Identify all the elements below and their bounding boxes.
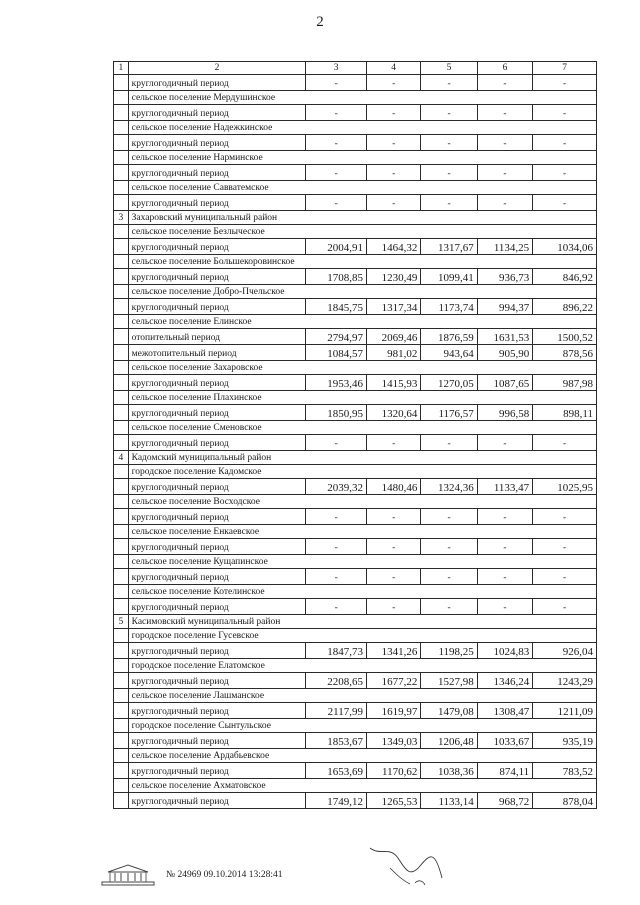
tariff-value: - — [421, 539, 477, 555]
tariff-value: 1038,36 — [421, 763, 477, 779]
tariff-value: 896,22 — [533, 299, 597, 315]
header-cell: 6 — [477, 62, 532, 75]
period-label: отопительный период — [128, 329, 306, 345]
table-row — [114, 405, 597, 421]
tariff-value: 1341,26 — [366, 643, 420, 659]
table-row — [114, 135, 597, 151]
period-label: круглогодичный период — [128, 569, 306, 585]
tariff-value: 1850,95 — [306, 405, 367, 421]
tariff-value: 994,37 — [477, 299, 532, 315]
tariff-value: - — [477, 165, 532, 181]
row-number — [114, 525, 129, 539]
period-label: круглогодичный период — [128, 105, 306, 121]
table-row — [114, 479, 597, 495]
tariff-value: - — [306, 569, 367, 585]
period-label: круглогодичный период — [128, 643, 306, 659]
header-cell: 3 — [306, 62, 367, 75]
row-number — [114, 391, 129, 405]
settlement-name: сельское поселение Добро-Пчельское — [128, 285, 596, 299]
tariff-value: - — [366, 509, 420, 525]
tariff-value: 1270,05 — [421, 375, 477, 391]
tariff-value: 2069,46 — [366, 329, 420, 345]
tariff-value: - — [421, 569, 477, 585]
row-number — [114, 719, 129, 733]
row-number — [114, 629, 129, 643]
tariff-value: - — [306, 105, 367, 121]
table-row — [114, 345, 597, 361]
row-number — [114, 793, 129, 809]
period-label: круглогодичный период — [128, 239, 306, 255]
settlement-row — [114, 465, 597, 479]
settlement-row — [114, 285, 597, 299]
tariff-value: - — [533, 135, 597, 151]
tariff-value: - — [421, 105, 477, 121]
tariff-value: 1134,25 — [477, 239, 532, 255]
settlement-name: сельское поселение Большекоровинское — [128, 255, 596, 269]
tariff-value: 2794,97 — [306, 329, 367, 345]
tariff-value: - — [533, 75, 597, 91]
tariff-value: 1034,06 — [533, 239, 597, 255]
row-number — [114, 779, 129, 793]
handwritten-signature — [360, 838, 450, 893]
row-number — [114, 225, 129, 239]
table-row — [114, 269, 597, 285]
tariff-value: 1619,97 — [366, 703, 420, 719]
tariff-value: - — [477, 105, 532, 121]
row-number — [114, 509, 129, 525]
row-number — [114, 405, 129, 421]
tariff-value: - — [306, 435, 367, 451]
settlement-row — [114, 255, 597, 269]
row-number — [114, 361, 129, 375]
settlement-row — [114, 91, 597, 105]
tariff-value: 1749,12 — [306, 793, 367, 809]
tariff-value: - — [421, 135, 477, 151]
tariff-value: - — [533, 569, 597, 585]
tariff-value: 905,90 — [477, 345, 532, 361]
settlement-row — [114, 719, 597, 733]
tariff-value: 1320,64 — [366, 405, 420, 421]
tariff-value: - — [477, 599, 532, 615]
district-name: Кадомский муниципальный район — [128, 451, 596, 465]
table-row — [114, 569, 597, 585]
settlement-name: сельское поселение Нарминское — [128, 151, 596, 165]
table-row — [114, 165, 597, 181]
row-number — [114, 703, 129, 719]
period-label: круглогодичный период — [128, 539, 306, 555]
tariff-value: - — [366, 599, 420, 615]
period-label: круглогодичный период — [128, 599, 306, 615]
tariff-value: 968,72 — [477, 793, 532, 809]
tariff-value: 1084,57 — [306, 345, 367, 361]
tariff-value: 1265,53 — [366, 793, 420, 809]
tariff-value: - — [366, 105, 420, 121]
settlement-row — [114, 525, 597, 539]
tariff-table — [113, 61, 597, 809]
tariff-value: - — [477, 75, 532, 91]
table-row — [114, 299, 597, 315]
settlement-row — [114, 315, 597, 329]
row-number — [114, 495, 129, 509]
tariff-value: 1024,83 — [477, 643, 532, 659]
tariff-value: - — [533, 195, 597, 211]
row-number — [114, 539, 129, 555]
settlement-name: сельское поселение Ахматовское — [128, 779, 596, 793]
tariff-value: 1708,85 — [306, 269, 367, 285]
period-label: круглогодичный период — [128, 733, 306, 749]
period-label: круглогодичный период — [128, 793, 306, 809]
tariff-value: 936,73 — [477, 269, 532, 285]
tariff-value: 1099,41 — [421, 269, 477, 285]
row-number — [114, 659, 129, 673]
table-row — [114, 105, 597, 121]
tariff-value: 1479,08 — [421, 703, 477, 719]
tariff-value: 846,92 — [533, 269, 597, 285]
settlement-name: сельское поселение Плахинское — [128, 391, 596, 405]
row-number — [114, 255, 129, 269]
header-cell: 5 — [421, 62, 477, 75]
tariff-value: - — [421, 509, 477, 525]
government-building-icon — [100, 862, 156, 888]
period-label: круглогодичный период — [128, 703, 306, 719]
tariff-value: 926,04 — [533, 643, 597, 659]
row-number — [114, 555, 129, 569]
tariff-value: - — [477, 509, 532, 525]
tariff-value: - — [421, 165, 477, 181]
district-name: Захаровский муниципальный район — [128, 211, 596, 225]
tariff-value: - — [306, 75, 367, 91]
settlement-name: сельское поселение Савватемское — [128, 181, 596, 195]
row-number — [114, 135, 129, 151]
tariff-value: - — [366, 539, 420, 555]
tariff-value: 878,04 — [533, 793, 597, 809]
row-number — [114, 599, 129, 615]
header-cell: 4 — [366, 62, 420, 75]
row-number — [114, 151, 129, 165]
table-row — [114, 599, 597, 615]
row-number — [114, 121, 129, 135]
tariff-value: - — [477, 135, 532, 151]
period-label: круглогодичный период — [128, 479, 306, 495]
row-number — [114, 749, 129, 763]
row-number — [114, 733, 129, 749]
row-number: 4 — [114, 451, 129, 465]
page-number: 2 — [316, 14, 324, 30]
header-cell: 1 — [114, 62, 129, 75]
tariff-value: - — [306, 599, 367, 615]
tariff-value: 2004,91 — [306, 239, 367, 255]
tariff-value: - — [306, 135, 367, 151]
tariff-table-container — [113, 61, 597, 809]
district-row — [114, 211, 597, 225]
tariff-value: 2117,99 — [306, 703, 367, 719]
settlement-name: сельское поселение Безлыческое — [128, 225, 596, 239]
row-number: 3 — [114, 211, 129, 225]
tariff-value: 1198,25 — [421, 643, 477, 659]
settlement-name: городское поселение Елатомское — [128, 659, 596, 673]
settlement-row — [114, 659, 597, 673]
tariff-value: 1346,24 — [477, 673, 532, 689]
row-number — [114, 585, 129, 599]
tariff-value: 1170,62 — [366, 763, 420, 779]
settlement-row — [114, 391, 597, 405]
settlement-row — [114, 225, 597, 239]
header-cell: 2 — [128, 62, 306, 75]
row-number — [114, 763, 129, 779]
tariff-value: 1308,47 — [477, 703, 532, 719]
settlement-name: сельское поселение Восходское — [128, 495, 596, 509]
table-header-row — [114, 62, 597, 75]
tariff-value: 1464,32 — [366, 239, 420, 255]
table-row — [114, 733, 597, 749]
tariff-value: 1033,67 — [477, 733, 532, 749]
tariff-value: 1845,75 — [306, 299, 367, 315]
tariff-value: - — [306, 165, 367, 181]
table-row — [114, 673, 597, 689]
row-number — [114, 329, 129, 345]
tariff-value: - — [366, 135, 420, 151]
tariff-value: 1349,03 — [366, 733, 420, 749]
settlement-name: городское поселение Кадомское — [128, 465, 596, 479]
tariff-value: - — [477, 195, 532, 211]
tariff-value: 1847,73 — [306, 643, 367, 659]
table-row — [114, 375, 597, 391]
settlement-name: сельское поселение Кущапинское — [128, 555, 596, 569]
tariff-value: 1500,52 — [533, 329, 597, 345]
document-registration-text: № 24969 09.10.2014 13:28:41 — [166, 870, 283, 880]
tariff-value: - — [533, 165, 597, 181]
tariff-value: 1087,65 — [477, 375, 532, 391]
settlement-row — [114, 689, 597, 703]
row-number — [114, 165, 129, 181]
tariff-value: - — [366, 569, 420, 585]
tariff-value: - — [421, 599, 477, 615]
row-number — [114, 285, 129, 299]
settlement-row — [114, 555, 597, 569]
tariff-value: - — [306, 539, 367, 555]
tariff-value: 898,11 — [533, 405, 597, 421]
table-row — [114, 703, 597, 719]
tariff-value: 1025,95 — [533, 479, 597, 495]
table-row — [114, 539, 597, 555]
tariff-value: - — [533, 509, 597, 525]
settlement-name: сельское поселение Мердушинское — [128, 91, 596, 105]
tariff-value: - — [533, 599, 597, 615]
table-row — [114, 643, 597, 659]
tariff-value: 1677,22 — [366, 673, 420, 689]
settlement-row — [114, 361, 597, 375]
tariff-value: - — [477, 539, 532, 555]
row-number — [114, 195, 129, 211]
settlement-name: городское поселение Сынтульское — [128, 719, 596, 733]
settlement-name: сельское поселение Елинское — [128, 315, 596, 329]
row-number — [114, 91, 129, 105]
tariff-value: 1173,74 — [421, 299, 477, 315]
settlement-name: сельское поселение Сменовское — [128, 421, 596, 435]
period-label: круглогодичный период — [128, 673, 306, 689]
row-number — [114, 435, 129, 451]
settlement-name: сельское поселение Захаровское — [128, 361, 596, 375]
tariff-value: - — [366, 195, 420, 211]
table-row — [114, 195, 597, 211]
settlement-row — [114, 629, 597, 643]
period-label: круглогодичный период — [128, 763, 306, 779]
row-number — [114, 315, 129, 329]
tariff-value: 1133,47 — [477, 479, 532, 495]
settlement-row — [114, 779, 597, 793]
tariff-value: 1324,36 — [421, 479, 477, 495]
tariff-value: 1176,57 — [421, 405, 477, 421]
table-row — [114, 75, 597, 91]
tariff-value: - — [533, 539, 597, 555]
tariff-value: - — [477, 435, 532, 451]
tariff-value: 1653,69 — [306, 763, 367, 779]
district-row — [114, 615, 597, 629]
row-number — [114, 643, 129, 659]
period-label: круглогодичный период — [128, 375, 306, 391]
tariff-value: - — [306, 509, 367, 525]
table-row — [114, 239, 597, 255]
document-footer — [100, 860, 282, 890]
tariff-value: 1631,53 — [477, 329, 532, 345]
tariff-value: 2208,65 — [306, 673, 367, 689]
tariff-value: 981,02 — [366, 345, 420, 361]
period-label: круглогодичный период — [128, 195, 306, 211]
tariff-value: - — [421, 195, 477, 211]
tariff-value: 987,98 — [533, 375, 597, 391]
tariff-value: 943,64 — [421, 345, 477, 361]
row-number — [114, 569, 129, 585]
tariff-value: - — [477, 569, 532, 585]
tariff-value: 1527,98 — [421, 673, 477, 689]
settlement-name: сельское поселение Енкаевское — [128, 525, 596, 539]
period-label: круглогодичный период — [128, 435, 306, 451]
row-number — [114, 673, 129, 689]
tariff-value: 1953,46 — [306, 375, 367, 391]
table-row — [114, 435, 597, 451]
tariff-value: 783,52 — [533, 763, 597, 779]
row-number — [114, 479, 129, 495]
row-number — [114, 239, 129, 255]
tariff-value: - — [366, 75, 420, 91]
tariff-value: 1133,14 — [421, 793, 477, 809]
tariff-value: 1876,59 — [421, 329, 477, 345]
period-label: круглогодичный период — [128, 269, 306, 285]
table-row — [114, 793, 597, 809]
tariff-value: 1415,93 — [366, 375, 420, 391]
row-number — [114, 299, 129, 315]
district-name: Касимовский муниципальный район — [128, 615, 596, 629]
table-row — [114, 509, 597, 525]
period-label: круглогодичный период — [128, 165, 306, 181]
tariff-value: - — [421, 435, 477, 451]
tariff-value: 1317,34 — [366, 299, 420, 315]
settlement-name: сельское поселение Надежкинское — [128, 121, 596, 135]
row-number — [114, 465, 129, 479]
tariff-value: - — [533, 105, 597, 121]
settlement-row — [114, 749, 597, 763]
row-number — [114, 181, 129, 195]
settlement-row — [114, 121, 597, 135]
row-number — [114, 269, 129, 285]
period-label: круглогодичный период — [128, 405, 306, 421]
row-number: 5 — [114, 615, 129, 629]
row-number — [114, 345, 129, 361]
tariff-value: 996,58 — [477, 405, 532, 421]
header-cell: 7 — [533, 62, 597, 75]
tariff-value: 1206,48 — [421, 733, 477, 749]
tariff-value: 2039,32 — [306, 479, 367, 495]
period-label: круглогодичный период — [128, 75, 306, 91]
settlement-row — [114, 151, 597, 165]
settlement-row — [114, 495, 597, 509]
tariff-value: - — [306, 195, 367, 211]
period-label: круглогодичный период — [128, 135, 306, 151]
settlement-row — [114, 585, 597, 599]
row-number — [114, 105, 129, 121]
tariff-value: 1243,29 — [533, 673, 597, 689]
settlement-name: сельское поселение Котелинское — [128, 585, 596, 599]
tariff-value: 1230,49 — [366, 269, 420, 285]
tariff-value: - — [366, 435, 420, 451]
period-label: межотопительный период — [128, 345, 306, 361]
row-number — [114, 689, 129, 703]
row-number — [114, 375, 129, 391]
tariff-value: 935,19 — [533, 733, 597, 749]
settlement-row — [114, 421, 597, 435]
row-number — [114, 421, 129, 435]
tariff-value: 1480,46 — [366, 479, 420, 495]
district-row — [114, 451, 597, 465]
table-row — [114, 329, 597, 345]
tariff-value: - — [533, 435, 597, 451]
tariff-value: 1211,09 — [533, 703, 597, 719]
settlement-row — [114, 181, 597, 195]
tariff-value: - — [366, 165, 420, 181]
period-label: круглогодичный период — [128, 299, 306, 315]
tariff-value: 1317,67 — [421, 239, 477, 255]
tariff-value: 878,56 — [533, 345, 597, 361]
settlement-name: сельское поселение Ардабьевское — [128, 749, 596, 763]
period-label: круглогодичный период — [128, 509, 306, 525]
settlement-name: городское поселение Гусевское — [128, 629, 596, 643]
row-number — [114, 75, 129, 91]
table-row — [114, 763, 597, 779]
tariff-value: 874,11 — [477, 763, 532, 779]
tariff-value: - — [421, 75, 477, 91]
settlement-name: сельское поселение Лашманское — [128, 689, 596, 703]
tariff-value: 1853,67 — [306, 733, 367, 749]
